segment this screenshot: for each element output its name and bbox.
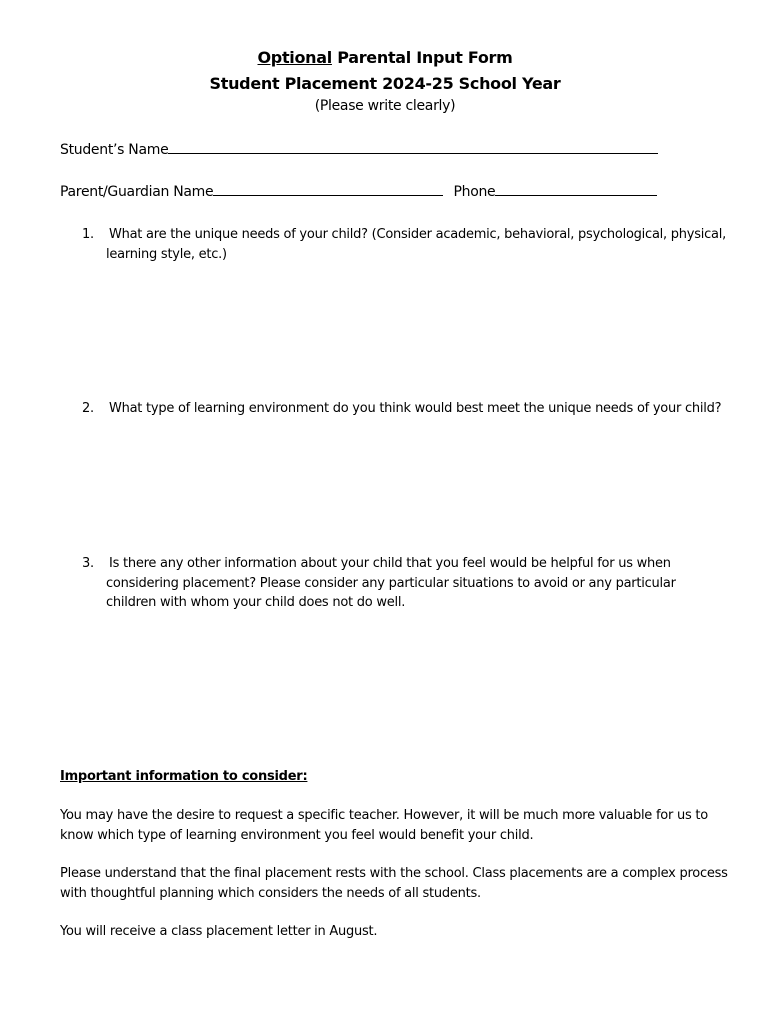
answer-area-3[interactable] [60, 620, 720, 760]
question-3 [82, 554, 732, 613]
info-heading [60, 767, 730, 787]
form-instruction: (Please write clearly) [314, 98, 456, 114]
question-1 [82, 225, 732, 264]
student-name-field[interactable] [168, 140, 658, 154]
info-heading-text: Important information to consider: [60, 769, 308, 784]
question-text: Is there any other information about your child that you feel would be helpful for us when considering placement? Please consider any particular situations to avoid or any particular children with whom your child does not do well. [106, 556, 676, 610]
question-text: What type of learning environment do you think would best meet the unique needs of your child? [109, 401, 722, 416]
answer-area-1[interactable] [60, 270, 720, 390]
parent-name-label: Parent/Guardian Name [60, 184, 214, 200]
question-number: 1. [82, 227, 94, 242]
question-number: 2. [82, 401, 94, 416]
title-rest: Parental Input Form [331, 48, 513, 67]
student-name-label: Student’s Name [60, 142, 169, 158]
student-name-row [60, 140, 658, 159]
phone-label: Phone [453, 184, 496, 200]
question-text: What are the unique needs of your child? (Consider academic, behavioral, psychological, physical, learning style, etc.) [106, 227, 726, 262]
question-number: 3. [82, 556, 94, 571]
form-title [0, 48, 770, 68]
answer-area-2[interactable] [60, 425, 720, 550]
title-optional: Optional [257, 48, 332, 67]
parent-name-field[interactable] [213, 182, 443, 196]
question-2 [82, 399, 732, 419]
info-paragraph: You will receive a class placement letter in August. [60, 924, 378, 939]
info-paragraph: You may have the desire to request a specific teacher. However, it will be much more valuable for us to know which type of learning environment you feel would benefit your child. [60, 808, 708, 843]
phone-field[interactable] [495, 182, 657, 196]
form-subtitle: Student Placement 2024-25 School Year [209, 74, 561, 93]
info-paragraph: Please understand that the final placement rests with the school. Class placements are a complex process with thoughtful planning which considers the needs of all students. [60, 866, 728, 901]
parent-name-row [60, 182, 657, 201]
